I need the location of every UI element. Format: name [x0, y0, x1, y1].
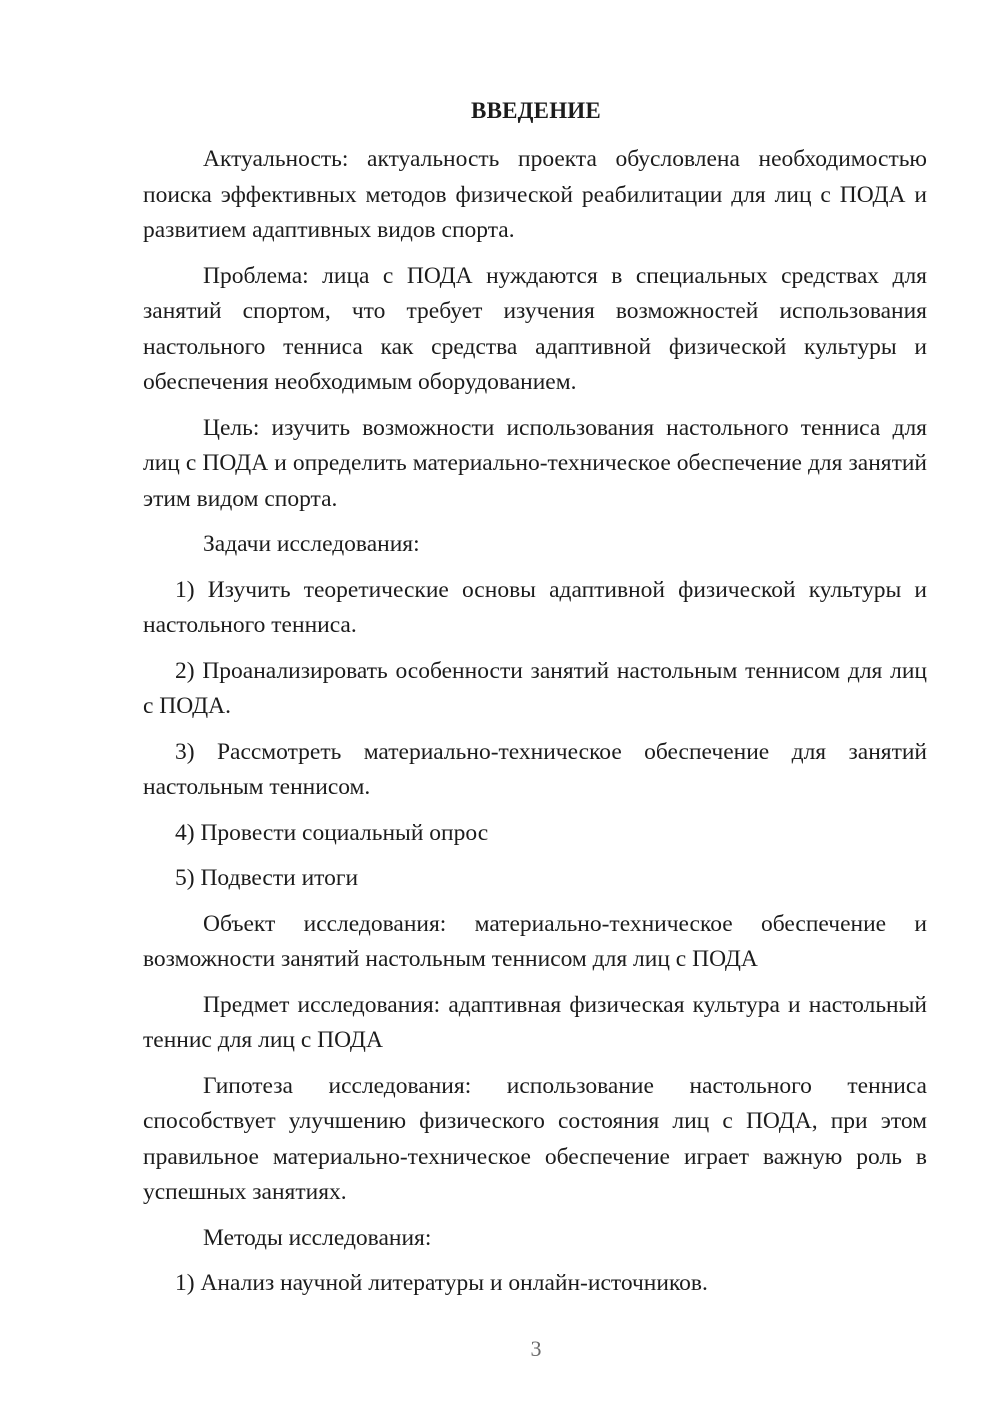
- paragraph-problem: Проблема: лица с ПОДА нуждаются в специальных средствах для занятий спортом, что требует изучения возможностей использования настольного тенниса как средства адаптивной физической культуры и обеспечения необходимым оборудованием.: [143, 262, 927, 395]
- task-item-3: 3) Рассмотреть материально-техническое обеспечение для занятий настольным теннисом.: [143, 738, 927, 800]
- paragraph-subject: Предмет исследования: адаптивная физическая культура и настольный теннис для лиц с ПОДА: [143, 991, 927, 1053]
- page-number: 3: [530, 1336, 542, 1361]
- body-text: [143, 142, 927, 1312]
- task-item-2: 2) Проанализировать особенности занятий настольным теннисом для лиц с ПОДА.: [143, 657, 927, 719]
- paragraph-tasks-title: Задачи исследования:: [203, 531, 420, 557]
- paragraph-hypothesis: Гипотеза исследования: использование настольного тенниса способствует улучшению физического состояния лиц с ПОДА, при этом правильное материально-техническое обеспечение играет важную роль в успешных занятиях.: [143, 1072, 927, 1205]
- paragraph-object: Объект исследования: материально-техническое обеспечение и возможности занятий настольным теннисом для лиц с ПОДА: [143, 910, 927, 972]
- paragraph-relevance: Актуальность: актуальность проекта обусловлена необходимостью поиска эффективных методов физической реабилитации для лиц с ПОДА и развитием адаптивных видов спорта.: [143, 146, 927, 243]
- method-item-1: 1) Анализ научной литературы и онлайн-источников.: [175, 1270, 708, 1296]
- paragraph-goal: Цель: изучить возможности использования настольного тенниса для лиц с ПОДА и определить материально-техническое обеспечение для занятий этим видом спорта.: [143, 414, 927, 512]
- task-item-1: 1) Изучить теоретические основы адаптивной физической культуры и настольного тенниса.: [143, 576, 927, 638]
- task-item-5: 5) Подвести итоги: [175, 865, 359, 891]
- task-item-4: 4) Провести социальный опрос: [175, 819, 489, 846]
- section-heading: ВВЕДЕНИЕ: [471, 98, 601, 123]
- paragraph-methods-title: Методы исследования:: [203, 1224, 432, 1251]
